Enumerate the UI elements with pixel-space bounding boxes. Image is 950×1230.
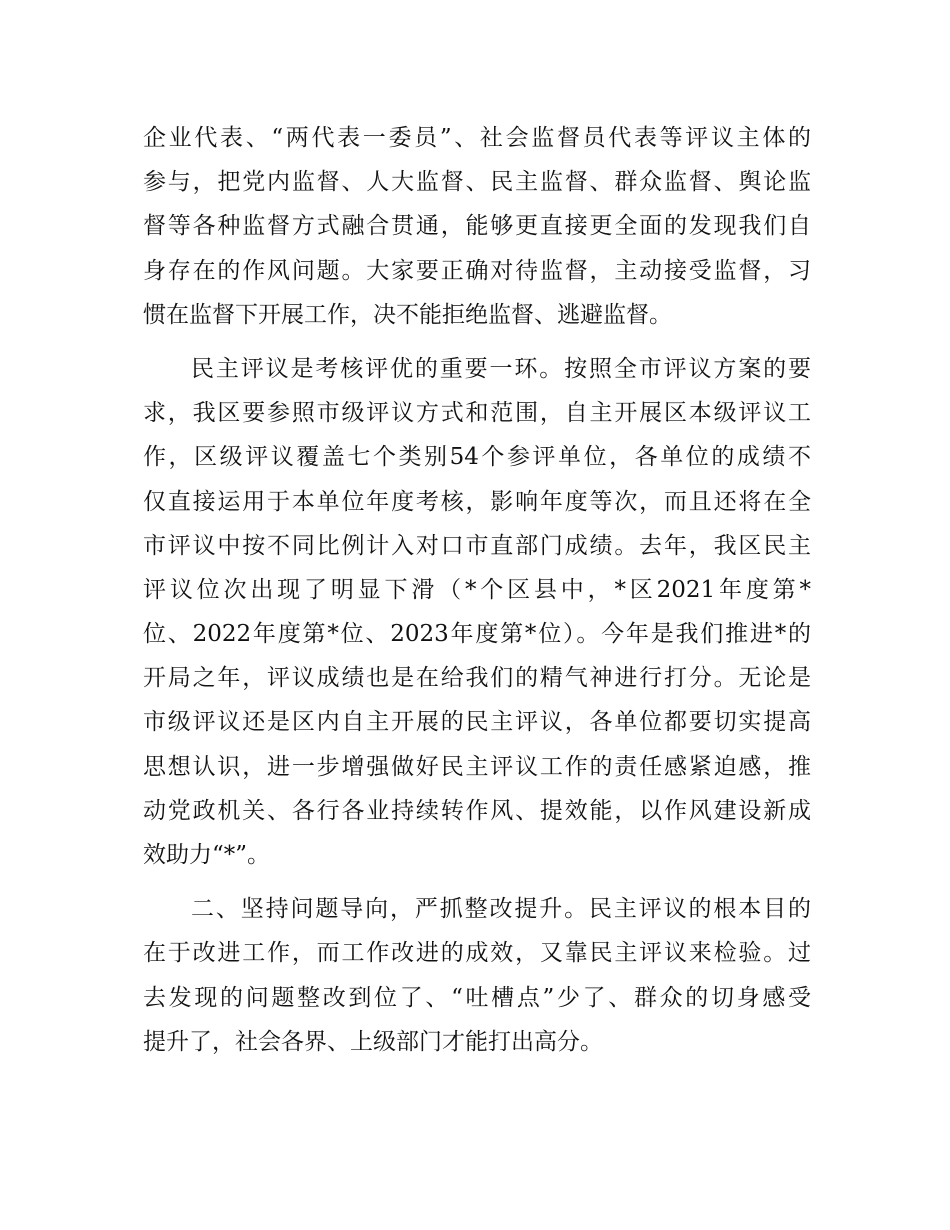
paragraph-gap xyxy=(143,337,811,347)
text-line: 参与，把党内监督、人大监督、民主监督、群众监督、舆论监 xyxy=(143,169,811,196)
text-line: 求，我区要参照市级评议方式和范围，自主开展区本级评议工 xyxy=(143,400,811,427)
paragraph xyxy=(143,887,811,1064)
text-line: 惯在监督下开展工作，决不能拒绝监督、逃避监督。 xyxy=(143,301,672,328)
text-line: 效助力“*”。 xyxy=(143,842,271,868)
document-page xyxy=(143,116,811,1064)
text-line: 企业代表、“两代表一委员”、社会监督员代表等评议主体的 xyxy=(143,125,811,151)
text-line: 民主评议是考核评优的重要一环。按照全市评议方案的要 xyxy=(191,355,811,382)
paragraph xyxy=(143,347,811,877)
text-line: 思想认识，进一步增强做好民主评议工作的责任感紧迫感，推 xyxy=(143,753,811,780)
text-line: 身存在的作风问题。大家要正确对待监督，主动接受监督，习 xyxy=(143,257,811,284)
text-line: 二、坚持问题导向，严抓整改提升。民主评议的根本目的 xyxy=(191,896,811,923)
paragraph-gap xyxy=(143,877,811,887)
text-line: 提升了，社会各界、上级部门才能打出高分。 xyxy=(143,1028,603,1055)
text-line: 仅直接运用于本单位年度考核，影响年度等次，而且还将在全 xyxy=(143,488,811,515)
text-line: 市评议中按不同比例计入对口市直部门成绩。去年，我区民主 xyxy=(143,532,811,559)
text-line: 督等各种监督方式融合贯通，能够更直接更全面的发现我们自 xyxy=(143,213,811,240)
text-line: 去发现的问题整改到位了、“吐槽点”少了、群众的切身感受 xyxy=(143,984,811,1011)
text-line: 评议位次出现了明显下滑（*个区县中，*区2021年度第* xyxy=(143,576,811,603)
paragraph xyxy=(143,116,811,337)
text-line: 市级评议还是区内自主开展的民主评议，各单位都要切实提高 xyxy=(143,709,811,736)
text-line: 位、2022年度第*位、2023年度第*位）。今年是我们推进*的 xyxy=(143,621,811,648)
text-line: 动党政机关、各行各业持续转作风、提效能，以作风建设新成 xyxy=(143,797,811,824)
text-line: 开局之年，评议成绩也是在给我们的精气神进行打分。无论是 xyxy=(143,665,811,692)
text-line: 作，区级评议覆盖七个类别54个参评单位，各单位的成绩不 xyxy=(143,444,811,471)
text-line: 在于改进工作，而工作改进的成效，又靠民主评议来检验。过 xyxy=(143,940,811,967)
